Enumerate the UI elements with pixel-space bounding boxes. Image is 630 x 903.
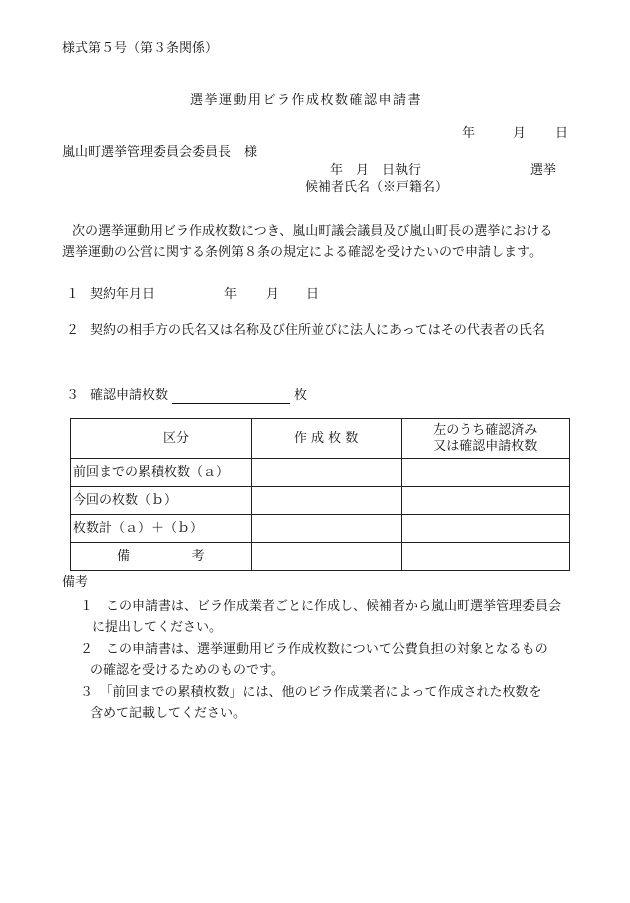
note-2-line-1: ２ この申請書は、選挙運動用ビラ作成枚数について公費負担の対象となるもの [80, 642, 548, 657]
item3-unit: 枚 [294, 388, 308, 403]
row-label-remarks [71, 543, 252, 571]
cell-remarks-created[interactable] [251, 543, 401, 571]
election-date: 年 月 日執行 [330, 163, 422, 178]
cell-confirmed-current[interactable] [401, 487, 569, 515]
date-day-label: 日 [555, 126, 569, 141]
item1-number: １ [66, 287, 80, 302]
row-label-current: 今回の枚数（ｂ） [71, 487, 252, 515]
table-row [71, 515, 570, 543]
item1-month: 月 [266, 287, 280, 302]
item1-label: 契約年月日 [90, 287, 156, 302]
date-year-label: 年 [462, 126, 476, 141]
cell-created-previous[interactable] [251, 459, 401, 487]
header-confirmed-count [401, 419, 569, 459]
remarks-b: 考 [191, 548, 205, 564]
candidate-name-label: 候補者氏名（※戸籍名） [305, 180, 449, 195]
header-created-count: 作 成 枚 数 [251, 419, 401, 459]
row-label-total: 枚数計（ａ）＋（ｂ） [71, 515, 252, 543]
body-line-2: 選挙運動の公営に関する条例第８条の規定による確認を受けたいので申請します。 [62, 245, 542, 260]
table-row-remarks [71, 543, 570, 571]
header-category [71, 419, 252, 459]
item2-number: ２ [66, 323, 80, 338]
date-month-label: 月 [513, 126, 527, 141]
election-suffix: 選挙 [530, 163, 557, 178]
count-table [70, 418, 570, 571]
row-label-previous: 前回までの累積枚数（ａ） [71, 459, 252, 487]
header-category-a: 区 [163, 430, 177, 446]
table-row [71, 459, 570, 487]
note-2-line-2: の確認を受けるためのものです。 [90, 663, 284, 678]
item1-year: 年 [224, 287, 238, 302]
item3-row [90, 388, 307, 404]
table-header-row [71, 419, 570, 459]
cell-confirmed-total[interactable] [401, 515, 569, 543]
item3-number: ３ [66, 388, 80, 403]
cell-created-current[interactable] [251, 487, 401, 515]
form-number: 様式第５号（第３条関係） [62, 41, 219, 56]
cell-confirmed-previous[interactable] [401, 459, 569, 487]
addressee: 嵐山町選挙管理委員会委員長 様 [62, 145, 258, 160]
request-count-field[interactable] [172, 390, 290, 404]
cell-remarks-confirmed[interactable] [401, 543, 569, 571]
item3-label: 確認申請枚数 [90, 388, 169, 403]
note-1-line-2: に提出してください。 [92, 620, 223, 635]
header-confirmed-line2: 又は確認申請枚数 [433, 438, 538, 454]
body-line-1: 次の選挙運動用ビラ作成枚数につき、嵐山町議会議員及び嵐山町長の選挙における [72, 224, 553, 239]
notes-heading: 備考 [62, 575, 89, 590]
header-category-b: 分 [176, 430, 190, 446]
note-3-line-1: ３ 「前回までの累積枚数」には、他のビラ作成業者によって作成された枚数を [80, 685, 542, 700]
remarks-a: 備 [117, 548, 131, 564]
item1-day: 日 [306, 287, 320, 302]
item2-label: 契約の相手方の氏名又は名称及び住所並びに法人にあってはその代表者の氏名 [90, 323, 545, 338]
note-3-line-2: 含めて記載してください。 [90, 706, 247, 721]
note-1-line-1: １ この申請書は、ビラ作成業者ごとに作成し、候補者から嵐山町選挙管理委員会 [80, 599, 562, 614]
cell-created-total[interactable] [251, 515, 401, 543]
table-row [71, 487, 570, 515]
header-confirmed-line1: 左のうち確認済み [433, 422, 538, 438]
document-title: 選挙運動用ビラ作成枚数確認申請書 [190, 93, 423, 108]
